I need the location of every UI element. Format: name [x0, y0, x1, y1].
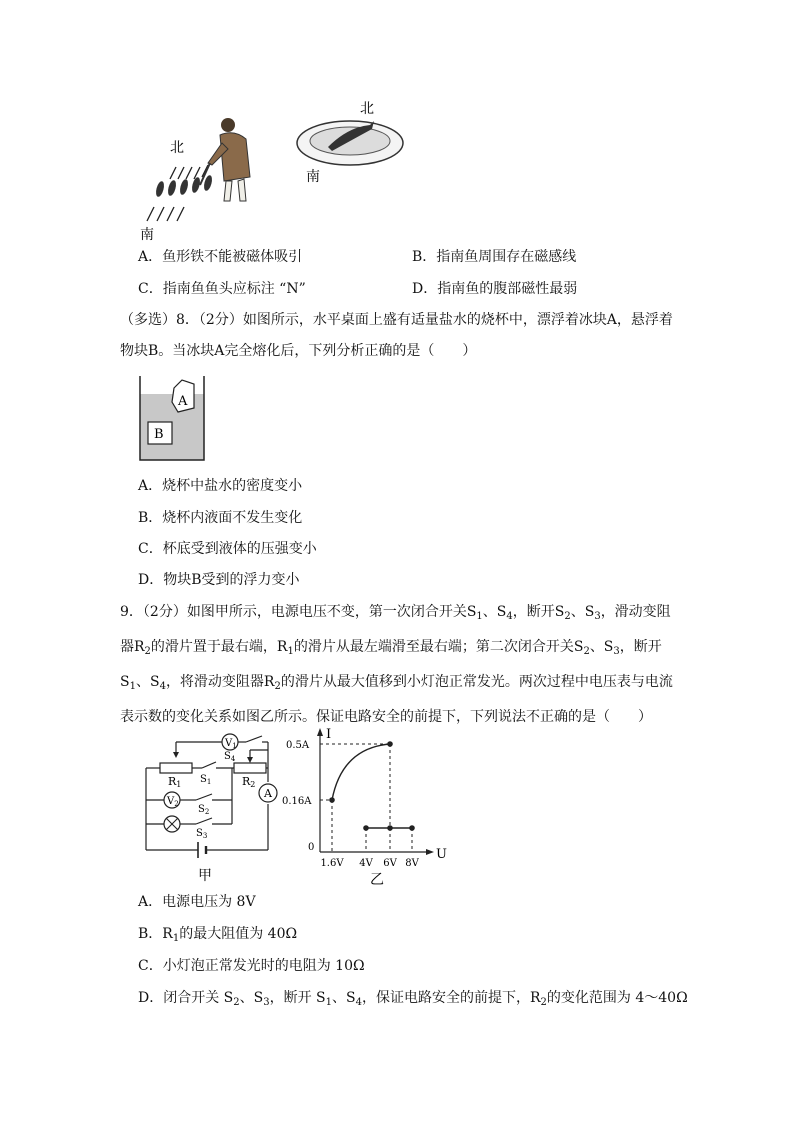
q7-figure [138, 95, 418, 245]
point-start [329, 797, 335, 803]
q7-option-d: D．指南鱼的腹部磁性最弱 [412, 281, 578, 297]
x-tick-8V: 8V [405, 858, 419, 869]
fish-row [155, 174, 214, 197]
graph-caption: 乙 [370, 872, 384, 888]
bowl-icon [297, 121, 403, 165]
point-6v [387, 825, 393, 831]
y-axis-label: I [326, 727, 332, 742]
v2-label: $V_2$ [167, 796, 179, 808]
q9-circuit-diagram [138, 728, 278, 888]
x-axis-arrow-icon [426, 849, 434, 855]
ammeter-label: A [264, 787, 272, 800]
q9-option-c: C．小灯泡正常发光时的电阻为 10Ω [138, 958, 365, 974]
q8-stem: （多选）8．（2分）如图所示，水平桌面上盛有适量盐水的烧杯中，漂浮着冰块A，悬浮着物块B。当冰块A完全熔化后，下列分析正确的是（ ） [120, 312, 673, 359]
q7-north-left: 北 [170, 140, 184, 156]
x-tick-1.6V: 1.6V [320, 858, 344, 869]
x-axis-label: U [436, 847, 447, 862]
q9-option-d: D．闭合开关 $S_2$、$S_3$，断开 $S_1$、$S_4$，保证电路安全的前提下，$R_2$的变化范围为 4～40Ω [138, 990, 688, 1008]
s1-label: $S_1$ [200, 774, 212, 786]
q8-option-b: B．烧杯内液面不发生变化 [138, 510, 303, 526]
x-tick-6V: 6V [383, 858, 397, 869]
q8-option-c: C．杯底受到液体的压强变小 [138, 541, 317, 557]
r1-label: R1 [168, 775, 182, 789]
s4-label: $S_4$ [224, 751, 236, 763]
q8-option-a: A．烧杯中盐水的密度变小 [138, 478, 303, 494]
q9-option-a: A．电源电压为 8V [138, 894, 256, 910]
q8-option-d: D．物块B受到的浮力变小 [138, 572, 300, 588]
q9-option-b: B．$R_1$的最大阻值为 40Ω [138, 926, 298, 944]
origin-label: 0 [308, 842, 315, 853]
s2-label: $S_2$ [198, 804, 210, 816]
ice-block-label: A [178, 394, 188, 409]
q7-south-left: 南 [140, 227, 154, 243]
circuit-caption: 甲 [198, 868, 212, 884]
v1-label: $V_1$ [225, 738, 237, 750]
x-tick-4V: 4V [359, 858, 373, 869]
lamp-icon [164, 816, 180, 832]
q9-stem: 9．（2分）如图甲所示，电源电压不变，第一次闭合开关$S_1$、$S_4$，断开$S_2$、$S_3$，滑动变阻器$R_2$的滑片置于最右端，$R_1$的滑片从最左端滑至最右端；第二次闭合开关$S_2$、$S_3$，断开$S_1$、$S_4$，将滑动变阻器$R_2$的滑片从最大值移到小灯泡正常发光。两次过程中电压表与电流表示数的变化关系如图乙所示。保证电路安全的前提下，下列说法不正确的是（ ） [120, 604, 673, 725]
r2-label: R2 [242, 775, 256, 789]
q7-north-right: 北 [360, 101, 374, 117]
q7-option-b: B．指南鱼周围存在磁感线 [412, 249, 577, 265]
block-b-label: B [154, 427, 164, 442]
series-curve [332, 744, 390, 800]
y-tick-0.16a: 0.16A [282, 796, 312, 807]
y-axis-arrow-icon [317, 728, 323, 736]
s3-label: $S_3$ [196, 828, 208, 840]
q7-south-right: 南 [306, 169, 320, 185]
point-8v [409, 825, 415, 831]
point-4v [363, 825, 369, 831]
q9-iu-graph [280, 724, 460, 890]
point-end [387, 741, 393, 747]
q8-beaker-figure [138, 374, 210, 464]
q7-option-c: C．指南鱼鱼头应标注 “N” [138, 281, 306, 297]
y-tick-0.5a: 0.5A [286, 740, 310, 751]
q7-option-a: A．鱼形铁不能被磁体吸引 [138, 249, 303, 265]
